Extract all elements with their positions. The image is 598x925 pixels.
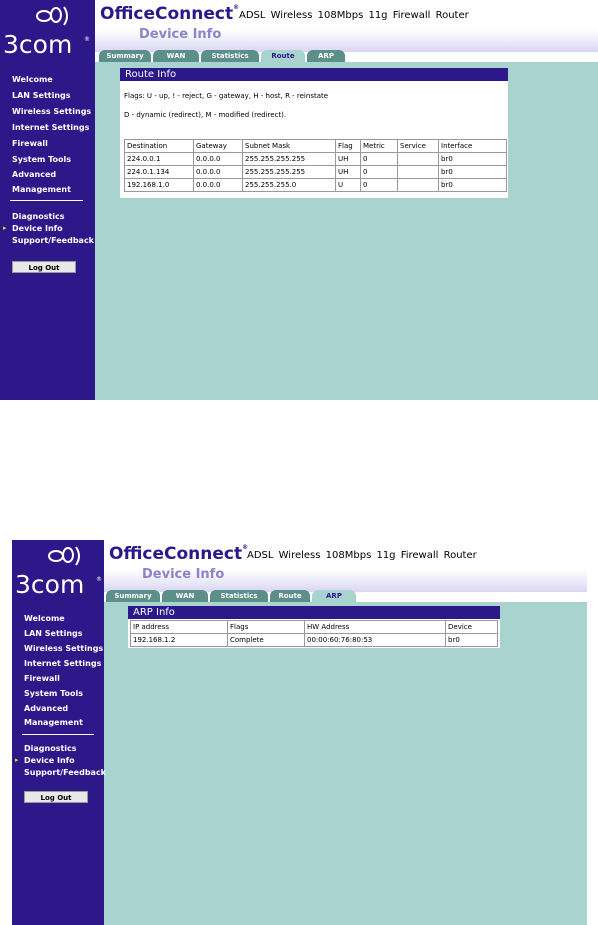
cell-destination: 192.168.1.0	[125, 179, 194, 192]
nav-wireless-settings[interactable]: Wireless Settings	[12, 107, 92, 116]
log-out-button[interactable]: Log Out	[12, 261, 76, 273]
tab-statistics[interactable]: Statistics	[201, 50, 259, 62]
header	[95, 0, 598, 62]
cell-gateway: 0.0.0.0	[194, 166, 243, 179]
col-ip-address: IP address	[131, 621, 228, 634]
nav-internet-settings[interactable]: Internet Settings	[12, 123, 90, 132]
logo-registered: ®	[84, 36, 90, 43]
3com-logo	[12, 540, 104, 610]
nav-internet-settings[interactable]: Internet Settings	[24, 659, 102, 668]
tab-wan[interactable]: WAN	[162, 590, 208, 602]
col-flag: Flag	[336, 140, 361, 153]
col-gateway: Gateway	[194, 140, 243, 153]
nav-divider	[22, 734, 94, 735]
nav-support-feedback[interactable]: Support/Feedback	[24, 768, 107, 777]
cell-service	[398, 166, 439, 179]
cell-flags: Complete	[228, 634, 305, 647]
cell-subnet-mask: 255.255.255.255	[243, 153, 336, 166]
tab-statistics[interactable]: Statistics	[210, 590, 268, 602]
cell-service	[398, 179, 439, 192]
cell-flag: UH	[336, 166, 361, 179]
sidebar	[12, 540, 107, 925]
cell-service	[398, 153, 439, 166]
tab-summary[interactable]: Summary	[99, 50, 151, 62]
cell-device: br0	[446, 634, 498, 647]
nav-management[interactable]: Management	[12, 185, 71, 194]
nav-device-info[interactable]: Device Info	[24, 756, 75, 765]
nav-firewall[interactable]: Firewall	[24, 674, 60, 683]
nav-management[interactable]: Management	[24, 718, 83, 727]
brand-registered: ®	[233, 4, 240, 11]
3com-logo	[0, 0, 95, 70]
nav-system-tools[interactable]: System Tools	[12, 155, 71, 164]
nav-welcome[interactable]: Welcome	[12, 75, 53, 84]
brand-registered: ®	[242, 544, 249, 551]
tab-wan[interactable]: WAN	[153, 50, 199, 62]
table-row	[125, 166, 507, 179]
nav-wireless-settings[interactable]: Wireless Settings	[24, 644, 104, 653]
nav-advanced[interactable]: Advanced	[12, 170, 57, 179]
nav-lan-settings[interactable]: LAN Settings	[24, 629, 83, 638]
cell-interface: br0	[439, 179, 507, 192]
brand-name	[100, 4, 239, 24]
header	[104, 540, 587, 602]
page-title: Device Info	[139, 27, 222, 42]
brand-name	[109, 544, 248, 564]
page-title: Device Info	[142, 567, 225, 582]
cell-ip-address: 192.168.1.2	[131, 634, 228, 647]
cell-subnet-mask: 255.255.255.0	[243, 179, 336, 192]
logo-text: 3com	[3, 30, 73, 59]
cell-metric: 0	[361, 153, 398, 166]
route-info-panel	[120, 68, 508, 198]
nav-divider	[10, 200, 83, 201]
cell-hw-address: 00:00:60:76:80:53	[305, 634, 446, 647]
cell-interface: br0	[439, 153, 507, 166]
product-tagline: ADSL Wireless 108Mbps 11g Firewall Router	[239, 10, 469, 21]
product-tagline: ADSL Wireless 108Mbps 11g Firewall Router	[247, 550, 477, 561]
cell-flag: UH	[336, 153, 361, 166]
table-row	[125, 179, 507, 192]
col-destination: Destination	[125, 140, 194, 153]
arp-info-panel	[128, 606, 500, 648]
route-screenshot	[0, 0, 598, 400]
cell-gateway: 0.0.0.0	[194, 153, 243, 166]
nav-device-info[interactable]: Device Info	[12, 224, 63, 233]
nav-system-tools[interactable]: System Tools	[24, 689, 83, 698]
brand-text: OfficeConnect	[100, 4, 234, 24]
cell-destination: 224.0.1.134	[125, 166, 194, 179]
logo-registered: ®	[96, 576, 102, 583]
nav-lan-settings[interactable]: LAN Settings	[12, 91, 71, 100]
route-table	[124, 139, 507, 192]
nav-advanced[interactable]: Advanced	[24, 704, 69, 713]
active-arrow-icon: ▸	[3, 224, 7, 232]
arp-table	[130, 620, 498, 647]
col-interface: Interface	[439, 140, 507, 153]
tab-summary[interactable]: Summary	[106, 590, 160, 602]
flags-legend-1: Flags: U - up, ! - reject, G - gateway, H - host, R - reinstate	[124, 92, 329, 100]
col-device: Device	[446, 621, 498, 634]
logo-text: 3com	[15, 570, 85, 599]
tab-route[interactable]: Route	[261, 50, 305, 62]
tab-route[interactable]: Route	[270, 590, 310, 602]
nav-firewall[interactable]: Firewall	[12, 139, 48, 148]
table-row	[125, 153, 507, 166]
cell-flag: U	[336, 179, 361, 192]
tab-bar	[104, 590, 587, 602]
3com-swirl-icon	[34, 4, 74, 28]
col-flags: Flags	[228, 621, 305, 634]
3com-swirl-icon	[46, 544, 86, 568]
brand-text: OfficeConnect	[109, 544, 243, 564]
table-row	[131, 634, 498, 647]
cell-gateway: 0.0.0.0	[194, 179, 243, 192]
nav-welcome[interactable]: Welcome	[24, 614, 65, 623]
sidebar	[0, 0, 95, 400]
cell-metric: 0	[361, 166, 398, 179]
panel-title: Route Info	[120, 68, 508, 81]
cell-destination: 224.0.0.1	[125, 153, 194, 166]
cell-subnet-mask: 255.255.255.255	[243, 166, 336, 179]
nav-diagnostics[interactable]: Diagnostics	[24, 744, 77, 753]
col-service: Service	[398, 140, 439, 153]
col-subnet-mask: Subnet Mask	[243, 140, 336, 153]
cell-metric: 0	[361, 179, 398, 192]
panel-title: ARP Info	[128, 606, 500, 619]
cell-interface: br0	[439, 166, 507, 179]
col-metric: Metric	[361, 140, 398, 153]
col-hw-address: HW Address	[305, 621, 446, 634]
flags-legend-2: D - dynamic (redirect), M - modified (redirect).	[124, 111, 287, 119]
table-header-row	[125, 140, 507, 153]
tab-arp[interactable]: ARP	[307, 50, 345, 62]
tab-arp[interactable]: ARP	[312, 590, 356, 602]
log-out-button[interactable]: Log Out	[24, 791, 88, 803]
nav-diagnostics[interactable]: Diagnostics	[12, 212, 65, 221]
tab-bar	[95, 50, 598, 62]
active-arrow-icon: ▸	[15, 756, 19, 764]
table-header-row	[131, 621, 498, 634]
nav-support-feedback[interactable]: Support/Feedback	[12, 236, 95, 245]
arp-screenshot	[12, 540, 587, 925]
